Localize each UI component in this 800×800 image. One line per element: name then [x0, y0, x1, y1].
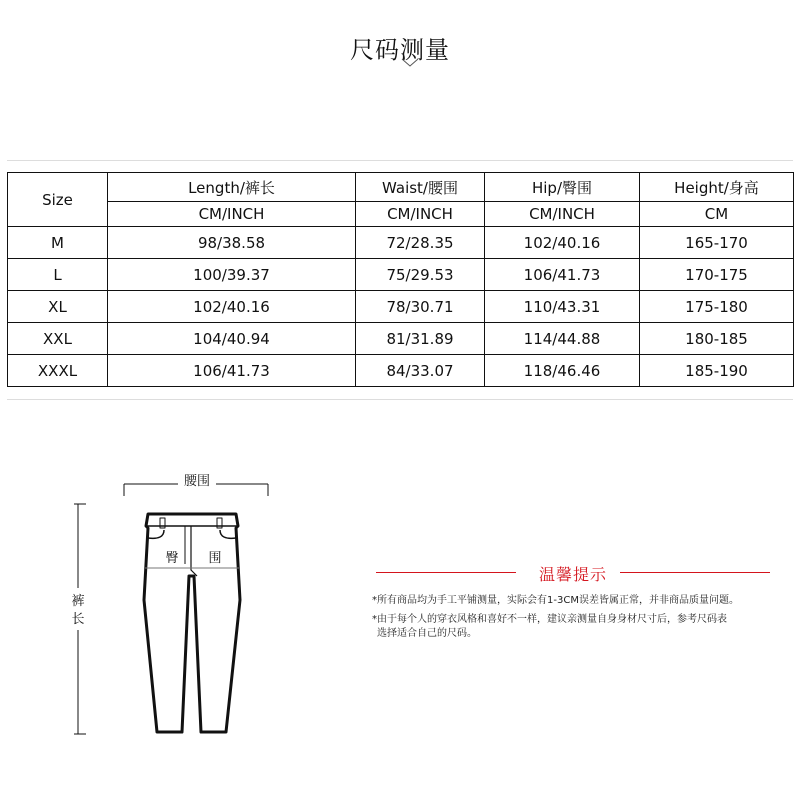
- cell-length: 100/39.37: [108, 259, 356, 291]
- divider-top: [7, 160, 793, 161]
- waist-label: 腰围: [183, 474, 211, 489]
- cell-size: XXXL: [8, 355, 108, 387]
- cell-waist: 81/31.89: [356, 323, 485, 355]
- unit-waist: CM/INCH: [356, 202, 485, 227]
- unit-length: CM/INCH: [108, 202, 356, 227]
- header-length: Length/裤长: [108, 173, 356, 202]
- cell-size: XL: [8, 291, 108, 323]
- cell-length: 98/38.58: [108, 227, 356, 259]
- divider-bottom: [7, 399, 793, 400]
- hip-label-left: 臀: [165, 551, 179, 566]
- cell-height: 180-185: [640, 323, 794, 355]
- cell-size: L: [8, 259, 108, 291]
- cell-height: 170-175: [640, 259, 794, 291]
- unit-height: CM: [640, 202, 794, 227]
- cell-hip: 102/40.16: [485, 227, 640, 259]
- cell-waist: 72/28.35: [356, 227, 485, 259]
- unit-hip: CM/INCH: [485, 202, 640, 227]
- cell-height: 165-170: [640, 227, 794, 259]
- tip-line-2: *由于每个人的穿衣风格和喜好不一样，建议亲测量自身身材尺寸后，参考尺码表: [372, 614, 727, 625]
- table-row: [8, 259, 794, 291]
- cell-length: 102/40.16: [108, 291, 356, 323]
- cell-size: XXL: [8, 323, 108, 355]
- tip-line-1: *所有商品均为手工平铺测量，实际会有1-3CM误差皆属正常，并非商品质量问题。: [372, 595, 739, 606]
- size-chart-table: [7, 172, 794, 387]
- tips-heading: 温馨提示: [538, 565, 607, 584]
- cell-hip: 110/43.31: [485, 291, 640, 323]
- table-row: [8, 291, 794, 323]
- pants-diagram: [60, 460, 320, 750]
- header-height: Height/身高: [640, 173, 794, 202]
- cell-waist: 75/29.53: [356, 259, 485, 291]
- table-row: [8, 227, 794, 259]
- table-row: [8, 323, 794, 355]
- length-label-top: 裤: [71, 594, 85, 609]
- pants-outline-icon: [144, 514, 240, 732]
- cell-hip: 106/41.73: [485, 259, 640, 291]
- hip-label-right: 围: [208, 551, 222, 566]
- cell-hip: 118/46.46: [485, 355, 640, 387]
- cell-height: 175-180: [640, 291, 794, 323]
- cell-waist: 84/33.07: [356, 355, 485, 387]
- cell-height: 185-190: [640, 355, 794, 387]
- cell-size: M: [8, 227, 108, 259]
- header-waist: Waist/腰围: [356, 173, 485, 202]
- page-title: 尺码测量: [350, 36, 450, 64]
- length-label-bottom: 长: [71, 612, 85, 627]
- cell-hip: 114/44.88: [485, 323, 640, 355]
- cell-length: 104/40.94: [108, 323, 356, 355]
- chevron-down-icon: [401, 58, 419, 68]
- header-size: Size: [8, 173, 108, 227]
- cell-length: 106/41.73: [108, 355, 356, 387]
- cell-waist: 78/30.71: [356, 291, 485, 323]
- table-row: [8, 355, 794, 387]
- tip-line-2-continued: 选择适合自己的尺码。: [377, 628, 477, 639]
- header-hip: Hip/臀围: [485, 173, 640, 202]
